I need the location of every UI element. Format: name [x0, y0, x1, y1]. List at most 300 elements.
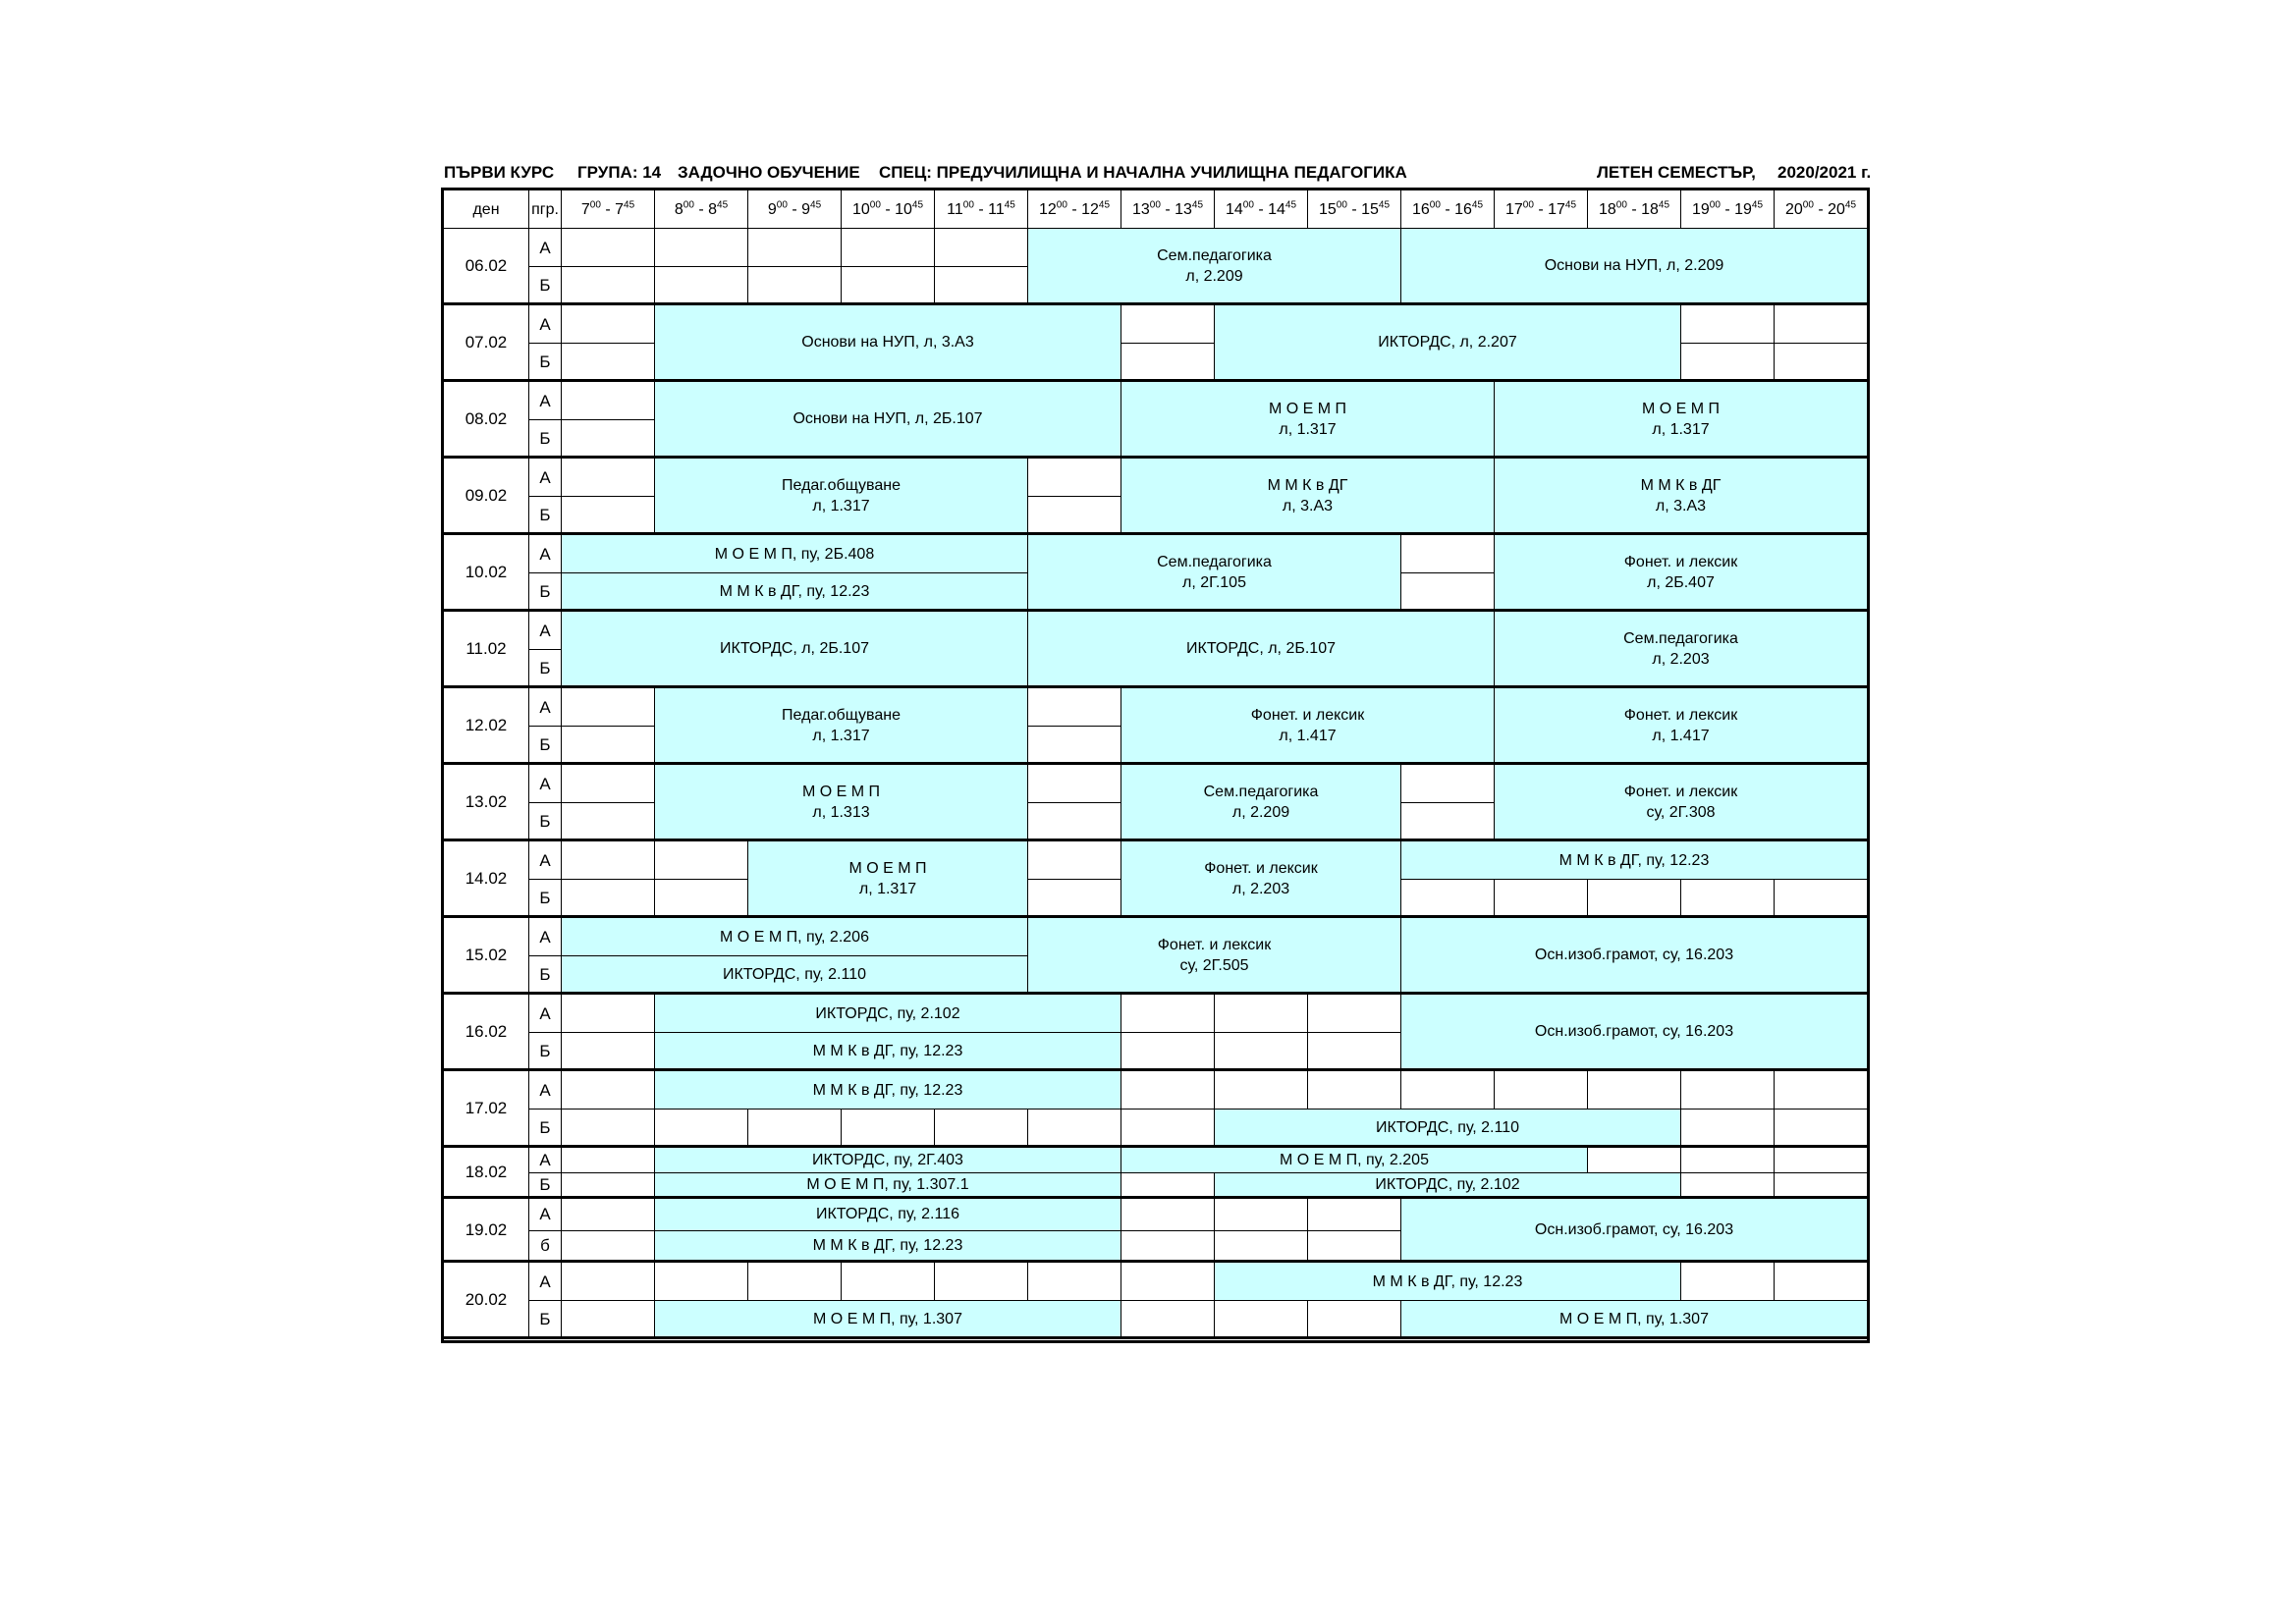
day-date: 06.02	[465, 256, 508, 275]
day-cell	[444, 1263, 529, 1339]
class-room: л, 2.203	[1652, 650, 1710, 668]
subgroup-label: А	[539, 1151, 551, 1169]
class-session-text	[720, 638, 869, 659]
empty-slot-cell	[1121, 995, 1215, 1033]
class-subject: Основи на НУП, л, 3.А3	[801, 334, 974, 351]
day-column-header	[444, 190, 529, 229]
subgroup-cell	[529, 650, 562, 688]
class-session-cell[interactable]	[1121, 765, 1401, 841]
empty-slot-cell	[1121, 1263, 1215, 1301]
subgroup-cell	[529, 803, 562, 841]
class-session-text	[1624, 705, 1737, 746]
class-session-cell[interactable]	[1495, 382, 1868, 459]
empty-slot-cell	[562, 305, 655, 344]
empty-slot-cell	[655, 880, 748, 918]
class-subject: Осн.изоб.грамот, су, 16.203	[1534, 1220, 1734, 1238]
time-slot-label: $10^{00} - 10^{45}$	[851, 199, 924, 218]
class-session-text	[813, 1041, 963, 1061]
class-session-text	[1642, 399, 1720, 440]
empty-slot-cell	[562, 1071, 655, 1110]
specialty-label: СПЕЦ: ПРЕДУЧИЛИЩНА И НАЧАЛНА УЧИЛИЩНА ПЕДАГОГИКА	[879, 163, 1407, 182]
empty-slot-cell	[1495, 880, 1588, 918]
class-session-cell[interactable]	[1121, 1148, 1588, 1173]
class-session-cell[interactable]	[655, 1231, 1121, 1264]
subgroup-cell	[529, 420, 562, 459]
empty-slot-cell	[1681, 344, 1775, 382]
time-slot-label: $9^{00} - 9^{45}$	[767, 199, 822, 218]
subgroup-cell	[529, 344, 562, 382]
empty-slot-cell	[1028, 688, 1121, 727]
day-column-label: ден	[472, 200, 500, 218]
class-room: л, 1.317	[1652, 420, 1710, 438]
day-date: 15.02	[465, 946, 508, 964]
time-slot-label: $8^{00} - 8^{45}$	[674, 199, 729, 218]
empty-slot-cell	[562, 1231, 655, 1264]
time-slot-header	[1028, 190, 1121, 229]
class-session-cell[interactable]	[655, 1301, 1121, 1339]
class-room: л, 2.209	[1185, 267, 1243, 285]
subgroup-cell	[529, 612, 562, 650]
time-slot-header	[562, 190, 655, 229]
class-subject: М М К в ДГ, пу, 12.23	[812, 1042, 963, 1059]
empty-slot-cell	[1308, 995, 1401, 1033]
day-date: 12.02	[465, 716, 508, 734]
academic-year-label: 2020/2021 г.	[1777, 163, 1872, 182]
class-session-cell[interactable]	[655, 1199, 1121, 1231]
class-session-cell[interactable]	[1028, 918, 1401, 995]
class-session-cell[interactable]	[1401, 1301, 1868, 1339]
class-session-text	[816, 1204, 959, 1224]
class-subject: ИКТОРДС, л, 2.207	[1378, 334, 1517, 351]
day-date: 11.02	[465, 639, 507, 658]
time-slot-label: $20^{00} - 20^{45}$	[1784, 199, 1857, 218]
class-subject: ИКТОРДС, пу, 2.102	[1375, 1176, 1520, 1193]
subgroup-cell	[529, 880, 562, 918]
class-subject: Фонет. и лексик	[1250, 706, 1365, 724]
subgroup-cell	[529, 1231, 562, 1264]
subgroup-label: Б	[539, 1041, 551, 1060]
class-subject: Фонет. и лексик	[1204, 859, 1318, 877]
class-room: су, 2Г.505	[1179, 956, 1249, 974]
empty-slot-cell	[1401, 1071, 1495, 1110]
subgroup-cell	[529, 497, 562, 535]
day-cell	[444, 688, 529, 765]
class-session-cell[interactable]	[1215, 305, 1681, 382]
class-subject: ИКТОРДС, пу, 2Г.403	[812, 1152, 963, 1168]
class-room: су, 2Г.308	[1646, 803, 1716, 821]
class-subject: Фонет. и лексик	[1623, 783, 1738, 800]
class-subject: М М К в ДГ, пу, 12.23	[1372, 1272, 1523, 1290]
time-slot-header	[1215, 190, 1308, 229]
empty-slot-cell	[1401, 573, 1495, 612]
class-session-cell[interactable]	[655, 995, 1121, 1033]
day-cell	[444, 1071, 529, 1148]
empty-slot-cell	[1588, 1071, 1681, 1110]
empty-slot-cell	[1775, 344, 1868, 382]
empty-slot-cell	[1121, 1301, 1215, 1339]
class-session-cell[interactable]	[562, 535, 1028, 573]
class-subject: М О Е М П	[1641, 400, 1721, 417]
class-subject: ИКТОРДС, л, 2Б.107	[720, 640, 869, 657]
empty-slot-cell	[1775, 305, 1868, 344]
subgroup-cell	[529, 995, 562, 1033]
class-session-text	[782, 705, 901, 746]
class-session-cell[interactable]	[1121, 382, 1495, 459]
class-subject: М М К в ДГ, пу, 12.23	[812, 1081, 963, 1099]
day-cell	[444, 382, 529, 459]
day-cell	[444, 459, 529, 535]
day-cell	[444, 918, 529, 995]
empty-slot-cell	[1775, 1173, 1868, 1199]
empty-slot-cell	[562, 727, 655, 765]
class-room: л, 1.317	[1279, 420, 1337, 438]
class-subject: М М К в ДГ	[1640, 476, 1722, 494]
empty-slot-cell	[1121, 1199, 1215, 1231]
subgroup-cell	[529, 1110, 562, 1148]
class-session-cell[interactable]	[655, 1173, 1121, 1199]
day-cell	[444, 1199, 529, 1263]
class-session-cell[interactable]	[655, 459, 1028, 535]
empty-slot-cell	[1681, 1071, 1775, 1110]
class-session-text	[723, 964, 866, 985]
time-slot-header	[1401, 190, 1495, 229]
subgroup-cell	[529, 1148, 562, 1173]
class-session-text	[1269, 399, 1346, 440]
subgroup-label: А	[539, 697, 551, 717]
time-slot-header	[1588, 190, 1681, 229]
time-slot-label: $18^{00} - 18^{45}$	[1598, 199, 1670, 218]
class-subject: Осн.изоб.грамот, су, 16.203	[1534, 1023, 1734, 1040]
time-slot-header	[748, 190, 842, 229]
time-slot-header	[1495, 190, 1588, 229]
empty-slot-cell	[1401, 535, 1495, 573]
day-date: 07.02	[465, 333, 508, 352]
subgroup-label: Б	[539, 1175, 551, 1194]
class-subject: Педаг.общуване	[782, 476, 901, 494]
class-session-cell[interactable]	[1401, 841, 1868, 880]
empty-slot-cell	[1215, 1033, 1308, 1071]
empty-slot-cell	[1495, 1071, 1588, 1110]
class-session-cell[interactable]	[1028, 535, 1401, 612]
class-subject: Сем.педагогика	[1157, 246, 1272, 264]
class-session-cell[interactable]	[1495, 535, 1868, 612]
class-session-text	[1157, 552, 1272, 593]
empty-slot-cell	[1028, 459, 1121, 497]
class-session-text	[1545, 255, 1724, 276]
empty-slot-cell	[1681, 1110, 1775, 1148]
class-room: л, 2.203	[1231, 880, 1290, 897]
empty-slot-cell	[842, 1110, 935, 1148]
class-session-text	[1251, 705, 1364, 746]
class-session-cell[interactable]	[1121, 688, 1495, 765]
class-session-cell[interactable]	[1121, 841, 1401, 918]
subgroup-label: А	[539, 391, 551, 410]
empty-slot-cell	[562, 1173, 655, 1199]
day-cell	[444, 765, 529, 841]
day-cell	[444, 229, 529, 305]
day-date: 19.02	[465, 1219, 508, 1239]
empty-slot-cell	[1028, 841, 1121, 880]
empty-slot-cell	[1308, 1071, 1401, 1110]
time-slot-label: $12^{00} - 12^{45}$	[1038, 199, 1111, 218]
empty-slot-cell	[562, 1033, 655, 1071]
empty-slot-cell	[1215, 1231, 1308, 1264]
empty-slot-cell	[1681, 1173, 1775, 1199]
day-date: 13.02	[465, 792, 508, 811]
class-session-text	[1204, 782, 1319, 823]
class-session-cell[interactable]	[655, 1033, 1121, 1071]
class-session-cell[interactable]	[1215, 1110, 1681, 1148]
class-room: л, 3.А3	[1282, 497, 1334, 514]
empty-slot-cell	[1401, 880, 1495, 918]
class-subject: М О Е М П	[848, 859, 927, 877]
class-session-text	[813, 1235, 963, 1256]
subgroup-label: А	[539, 544, 551, 564]
day-date: 20.02	[465, 1290, 508, 1309]
time-slot-label: $15^{00} - 15^{45}$	[1318, 199, 1391, 218]
empty-slot-cell	[1121, 344, 1215, 382]
time-slot-header	[1121, 190, 1215, 229]
class-subject: М О Е М П	[1268, 400, 1347, 417]
semester-label: ЛЕТЕН СЕМЕСТЪР,	[1597, 163, 1756, 182]
empty-slot-cell	[655, 1263, 748, 1301]
subgroup-cell	[529, 267, 562, 305]
empty-slot-cell	[748, 229, 842, 267]
class-session-text	[802, 782, 880, 823]
class-subject: Фонет. и лексик	[1623, 553, 1738, 570]
subgroup-cell	[529, 727, 562, 765]
class-session-cell[interactable]	[655, 1148, 1121, 1173]
class-subject: Осн.изоб.грамот, су, 16.203	[1534, 947, 1734, 963]
empty-slot-cell	[1308, 1231, 1401, 1264]
time-slot-header	[1308, 190, 1401, 229]
class-subject: Фонет. и лексик	[1623, 706, 1738, 724]
class-session-cell[interactable]	[1401, 918, 1868, 995]
class-subject: ИКТОРДС, пу, 2.116	[815, 1206, 959, 1223]
empty-slot-cell	[655, 229, 748, 267]
empty-slot-cell	[748, 267, 842, 305]
class-room: л, 1.313	[812, 803, 870, 821]
subgroup-cell	[529, 918, 562, 956]
class-session-cell[interactable]	[1121, 459, 1495, 535]
class-session-text	[1280, 1150, 1429, 1170]
empty-slot-cell	[935, 1110, 1028, 1148]
class-session-cell[interactable]	[748, 841, 1028, 918]
empty-slot-cell	[1121, 1173, 1215, 1199]
subgroup-label: А	[539, 1080, 551, 1100]
class-session-text	[813, 1080, 963, 1101]
class-session-text	[1559, 1309, 1709, 1329]
class-subject: ИКТОРДС, пу, 2.110	[722, 965, 866, 983]
subgroup-column-header	[529, 190, 562, 229]
class-subject: ИКТОРДС, л, 2Б.107	[1186, 640, 1336, 657]
class-session-text	[1535, 1219, 1733, 1240]
class-session-text	[715, 544, 874, 565]
subgroup-cell	[529, 382, 562, 420]
class-session-text	[812, 1150, 963, 1170]
class-subject: Основи на НУП, л, 2.209	[1544, 257, 1724, 274]
empty-slot-cell	[562, 803, 655, 841]
empty-slot-cell	[1121, 1231, 1215, 1264]
class-session-cell[interactable]	[1028, 229, 1401, 305]
class-session-cell[interactable]	[562, 612, 1028, 688]
empty-slot-cell	[748, 1110, 842, 1148]
empty-slot-cell	[1028, 1263, 1121, 1301]
empty-slot-cell	[1308, 1033, 1401, 1071]
empty-slot-cell	[562, 880, 655, 918]
class-session-cell[interactable]	[562, 956, 1028, 995]
day-cell	[444, 995, 529, 1071]
class-session-cell[interactable]	[655, 688, 1028, 765]
subgroup-label: Б	[539, 275, 551, 295]
subgroup-label: А	[539, 850, 551, 870]
class-session-text	[801, 332, 974, 352]
empty-slot-cell	[562, 382, 655, 420]
class-session-text	[1158, 935, 1271, 976]
class-subject: М О Е М П, пу, 1.307	[1559, 1310, 1709, 1327]
empty-slot-cell	[1775, 1263, 1868, 1301]
class-room: л, 2Г.105	[1182, 573, 1246, 591]
subgroup-cell	[529, 1263, 562, 1301]
class-session-cell[interactable]	[1495, 459, 1868, 535]
empty-slot-cell	[1215, 995, 1308, 1033]
class-session-cell[interactable]	[1215, 1263, 1681, 1301]
class-subject: Сем.педагогика	[1203, 783, 1319, 800]
empty-slot-cell	[1681, 1263, 1775, 1301]
class-subject: М М К в ДГ	[1267, 476, 1348, 494]
empty-slot-cell	[1028, 727, 1121, 765]
subgroup-label: Б	[539, 658, 551, 677]
class-session-text	[1378, 332, 1516, 352]
empty-slot-cell	[1681, 305, 1775, 344]
empty-slot-cell	[1215, 1071, 1308, 1110]
empty-slot-cell	[562, 1148, 655, 1173]
class-session-cell[interactable]	[1495, 612, 1868, 688]
subgroup-label: Б	[539, 964, 551, 984]
empty-slot-cell	[655, 267, 748, 305]
class-session-cell[interactable]	[655, 382, 1121, 459]
class-subject: ИКТОРДС, пу, 2.102	[815, 1004, 960, 1022]
class-session-text	[1559, 850, 1710, 871]
subgroup-label: Б	[539, 811, 551, 831]
subgroup-cell	[529, 459, 562, 497]
subgroup-cell	[529, 305, 562, 344]
time-slot-label: $16^{00} - 16^{45}$	[1411, 199, 1484, 218]
study-mode-label: ЗАДОЧНО ОБУЧЕНИЕ	[678, 163, 860, 182]
class-session-cell[interactable]	[1495, 765, 1868, 841]
empty-slot-cell	[1775, 880, 1868, 918]
day-date: 08.02	[465, 409, 508, 428]
class-session-text	[1623, 628, 1738, 670]
class-session-cell[interactable]	[562, 573, 1028, 612]
class-session-text	[1375, 1174, 1519, 1195]
subgroup-label: А	[539, 621, 551, 640]
empty-slot-cell	[1028, 497, 1121, 535]
class-session-cell[interactable]	[1401, 1199, 1868, 1263]
class-session-text	[1373, 1272, 1523, 1292]
class-subject: Основи на НУП, л, 2Б.107	[793, 410, 983, 427]
class-session-text	[1624, 552, 1737, 593]
subgroup-label: б	[540, 1235, 550, 1255]
subgroup-label: Б	[539, 352, 551, 371]
class-subject: М О Е М П, пу, 2Б.408	[714, 545, 875, 563]
empty-slot-cell	[655, 1110, 748, 1148]
class-room: л, 1.417	[1279, 727, 1337, 744]
class-subject: М М К в ДГ, пу, 12.23	[812, 1236, 963, 1254]
empty-slot-cell	[562, 1301, 655, 1339]
schedule-table	[441, 188, 1870, 1343]
empty-slot-cell	[1121, 1071, 1215, 1110]
group-label: ГРУПА: 14	[577, 163, 662, 182]
subgroup-cell	[529, 1173, 562, 1199]
empty-slot-cell	[842, 229, 935, 267]
day-date: 17.02	[465, 1099, 508, 1117]
empty-slot-cell	[562, 1110, 655, 1148]
class-subject: М О Е М П, пу, 1.307.1	[806, 1176, 969, 1193]
empty-slot-cell	[1775, 1148, 1868, 1173]
class-session-cell[interactable]	[655, 765, 1028, 841]
empty-slot-cell	[562, 1263, 655, 1301]
class-session-text	[793, 408, 982, 429]
subgroup-label: А	[539, 467, 551, 487]
empty-slot-cell	[1121, 305, 1215, 344]
empty-slot-cell	[1215, 1199, 1308, 1231]
class-session-text	[806, 1174, 968, 1195]
class-session-text	[848, 858, 926, 899]
subgroup-cell	[529, 841, 562, 880]
class-session-cell[interactable]	[1215, 1173, 1681, 1199]
class-session-text	[1624, 782, 1737, 823]
subgroup-label: Б	[539, 1117, 551, 1137]
class-subject: М М К в ДГ, пу, 12.23	[1558, 851, 1710, 869]
empty-slot-cell	[1681, 880, 1775, 918]
class-session-cell[interactable]	[655, 305, 1121, 382]
day-cell	[444, 1148, 529, 1199]
empty-slot-cell	[1775, 1071, 1868, 1110]
time-slot-header	[842, 190, 935, 229]
class-session-text	[1535, 1021, 1733, 1042]
time-slot-header	[1775, 190, 1868, 229]
class-session-cell[interactable]	[562, 918, 1028, 956]
empty-slot-cell	[562, 420, 655, 459]
class-session-cell[interactable]	[655, 1071, 1121, 1110]
empty-slot-cell	[1028, 765, 1121, 803]
class-session-text	[813, 1309, 962, 1329]
class-room: л, 1.317	[858, 880, 917, 897]
day-cell	[444, 612, 529, 688]
empty-slot-cell	[1401, 765, 1495, 803]
time-slot-label: $7^{00} - 7^{45}$	[580, 199, 635, 218]
empty-slot-cell	[562, 688, 655, 727]
time-slot-header	[1681, 190, 1775, 229]
class-room: л, 1.317	[812, 497, 870, 514]
empty-slot-cell	[1588, 880, 1681, 918]
time-slot-header	[655, 190, 748, 229]
class-session-cell[interactable]	[1495, 688, 1868, 765]
time-slot-label: $11^{00} - 11^{45}$	[947, 199, 1015, 218]
subgroup-cell	[529, 688, 562, 727]
class-subject: М О Е М П, пу, 1.307	[813, 1310, 962, 1327]
class-session-cell[interactable]	[1028, 612, 1495, 688]
empty-slot-cell	[748, 1263, 842, 1301]
class-session-cell[interactable]	[1401, 995, 1868, 1071]
empty-slot-cell	[935, 1263, 1028, 1301]
empty-slot-cell	[562, 841, 655, 880]
class-subject: М О Е М П, пу, 2.205	[1280, 1152, 1429, 1168]
subgroup-label: Б	[539, 581, 551, 601]
class-session-cell[interactable]	[1401, 229, 1868, 305]
class-session-text	[1641, 475, 1722, 516]
